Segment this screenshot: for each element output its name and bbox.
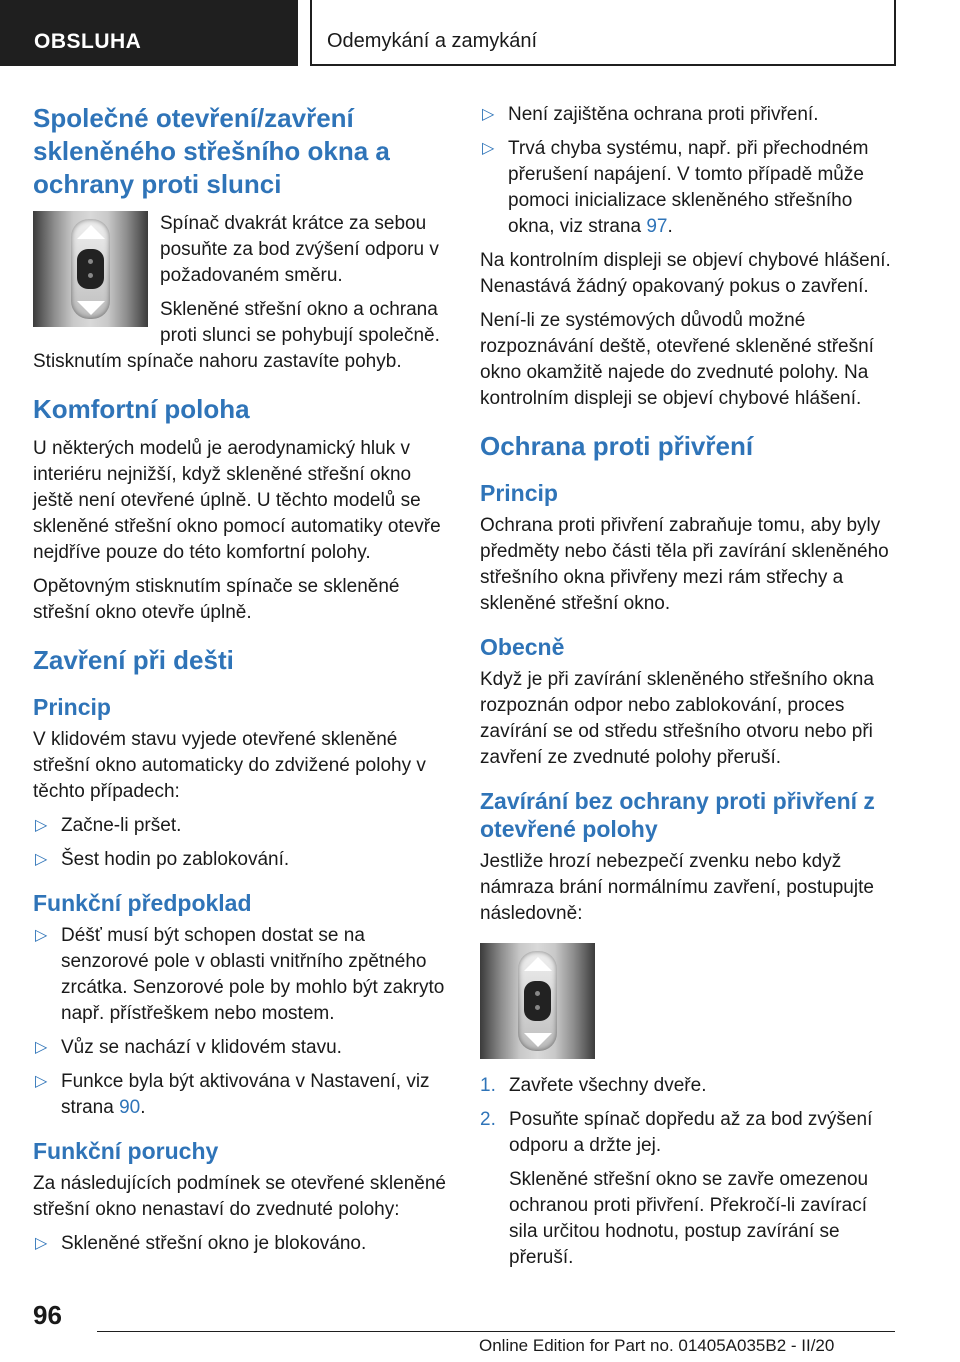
list-item: ▷ Vůz se nachází v klidovém stavu. — [33, 1035, 451, 1061]
heading-pinch-protection: Ochrana proti přivření — [480, 431, 754, 461]
list-item: ▷ Není zajištěna ochrana proti přivření. — [480, 102, 900, 128]
heading-rain-closing: Zavření při dešti — [33, 645, 234, 675]
heading-principle: Princip — [33, 694, 111, 720]
comfort-text-1: U některých modelů je aerodynamický hluk v interiéru nejnižší, když skleněné střešní okno ještě není otevřené úplně. U těchto modelů se skleněné střešní okno pomocí automatiky otevře nejdříve pouze do této komfortní polohy. — [33, 438, 441, 563]
heading-faults: Funkční poruchy — [33, 1138, 219, 1164]
step-item: 2. Posuňte spínač dopředu až za bod zvýšení odporu a držte jej. — [480, 1109, 873, 1156]
page-link-90[interactable]: 90 — [119, 1097, 141, 1118]
triangle-bullet-icon: ▷ — [482, 106, 495, 123]
arrow-down-icon — [524, 1033, 552, 1047]
general-text-1: Když je při zavírání skleněného střešního okna rozpoznán odpor nebo zablokování, proces zavírání se od středu střešního otvoru nebo při zavření ze zvednuté polohy přeruší. — [480, 669, 874, 768]
faults-text-3: Není-li ze systémových důvodů možné rozpoznávání deště, otevřené skleněné střešní okno okamžitě najede do zvednuté polohy. Na kontrolním displeji se objeví chybové hlášení. — [480, 310, 874, 409]
arrow-down-icon — [77, 301, 105, 315]
heading-comfort-position: Komfortní poloha — [33, 394, 250, 424]
list-item: ▷ Déšť musí být schopen dostat se na senzorové pole v oblasti vnitřního zpětného zrcátka. Senzorové pole by mohlo být zakryto např. přístřeškem nebo mostem. — [35, 925, 445, 1024]
faults-text-2: Na kontrolním displeji se objeví chybové hlášení. Nenastává žádný opakovaný pokus o zavření. — [480, 250, 891, 297]
triangle-bullet-icon: ▷ — [35, 927, 48, 944]
list-item: ▷ Šest hodin po zablokování. — [33, 847, 451, 873]
arrow-up-icon — [524, 957, 552, 971]
nopinch-text-1: Jestliže hrozí nebezpečí zvenku nebo když námraza brání normálnímu zavření, postupujte následovně: — [480, 851, 874, 924]
rain-text-1: V klidovém stavu vyjede otevřené skleněné střešní okno automaticky do zdvižené polohy v těchto případech: — [33, 729, 426, 802]
joint-text-3: Stisknutím spínače nahoru zastavíte pohyb. — [33, 351, 402, 372]
step-2-result: Skleněné střešní okno se zavře omezenou ochranou proti přivření. Překročí-li zavírací sila určitou hodnotu, postup zavírání se přeruší. — [509, 1169, 869, 1268]
heading-joint-open-close: Společné otevření/zavření skleněného střešního okna a ochrany proti slunci — [33, 103, 390, 199]
arrow-up-icon — [77, 225, 105, 239]
list-item: ▷ Skleněné střešní okno je blokováno. — [33, 1231, 451, 1257]
section-tab — [0, 0, 298, 66]
triangle-bullet-icon: ▷ — [35, 1039, 48, 1056]
list-item: ▷ Trvá chyba systému, např. při přechodném přerušení napájení. V tomto případě může pomoci inicializace skleněného střešního okna, viz strana 97. — [482, 138, 869, 237]
step-item: 1. Zavřete všechny dveře. — [480, 1075, 707, 1096]
list-item: ▷ Začne-li pršet. — [33, 813, 451, 839]
footer-divider — [97, 1331, 895, 1332]
joint-figure-row — [33, 211, 451, 349]
roof-switch-image — [33, 211, 148, 327]
chapter-title: Odemykání a zamykání — [327, 30, 538, 52]
faults-text-1: Za následujících podmínek se otevřené skleněné střešní okno nenastaví do zvednuté polohy: — [33, 1173, 446, 1220]
joint-text-1: Spínač dvakrát krátce za sebou posuňte za bod zvýšení odporu v požadovaném směru. — [160, 213, 439, 286]
comfort-text-2: Opětovným stisknutím spínače se skleněné střešní okno otevře úplně. — [33, 576, 400, 623]
triangle-bullet-icon: ▷ — [35, 1073, 48, 1090]
pinch-text-1: Ochrana proti přivření zabraňuje tomu, aby byly předměty nebo části těla při zavírání skleněného střešního okna přivřeny mezi rám střechy a skleněné střešní okno. — [480, 515, 889, 614]
page-link-97[interactable]: 97 — [646, 216, 668, 237]
left-column — [33, 102, 451, 1265]
triangle-bullet-icon: ▷ — [35, 817, 48, 834]
triangle-bullet-icon: ▷ — [482, 140, 495, 157]
triangle-bullet-icon: ▷ — [35, 1235, 48, 1252]
page-number: 96 — [33, 1300, 62, 1330]
heading-prerequisite: Funkční předpoklad — [33, 890, 252, 916]
section-title: OBSLUHA — [34, 30, 142, 53]
triangle-bullet-icon: ▷ — [35, 851, 48, 868]
list-item: ▷ Funkce byla být aktivována v Nastavení, viz strana 90. — [35, 1071, 430, 1118]
roof-switch-image — [480, 943, 595, 1059]
heading-general: Obecně — [480, 634, 565, 660]
footer-edition: Online Edition for Part no. 01405A035B2 - II/20 — [479, 1336, 835, 1355]
right-column — [480, 102, 900, 1279]
joint-text-2: Skleněné střešní okno a ochrana proti slunci se pohybují společně. — [160, 299, 440, 346]
chapter-tab — [311, 0, 896, 66]
heading-principle: Princip — [480, 480, 558, 506]
heading-closing-without-pinch: Zavírání bez ochrany proti přivření z otevřené polohy — [480, 788, 875, 842]
